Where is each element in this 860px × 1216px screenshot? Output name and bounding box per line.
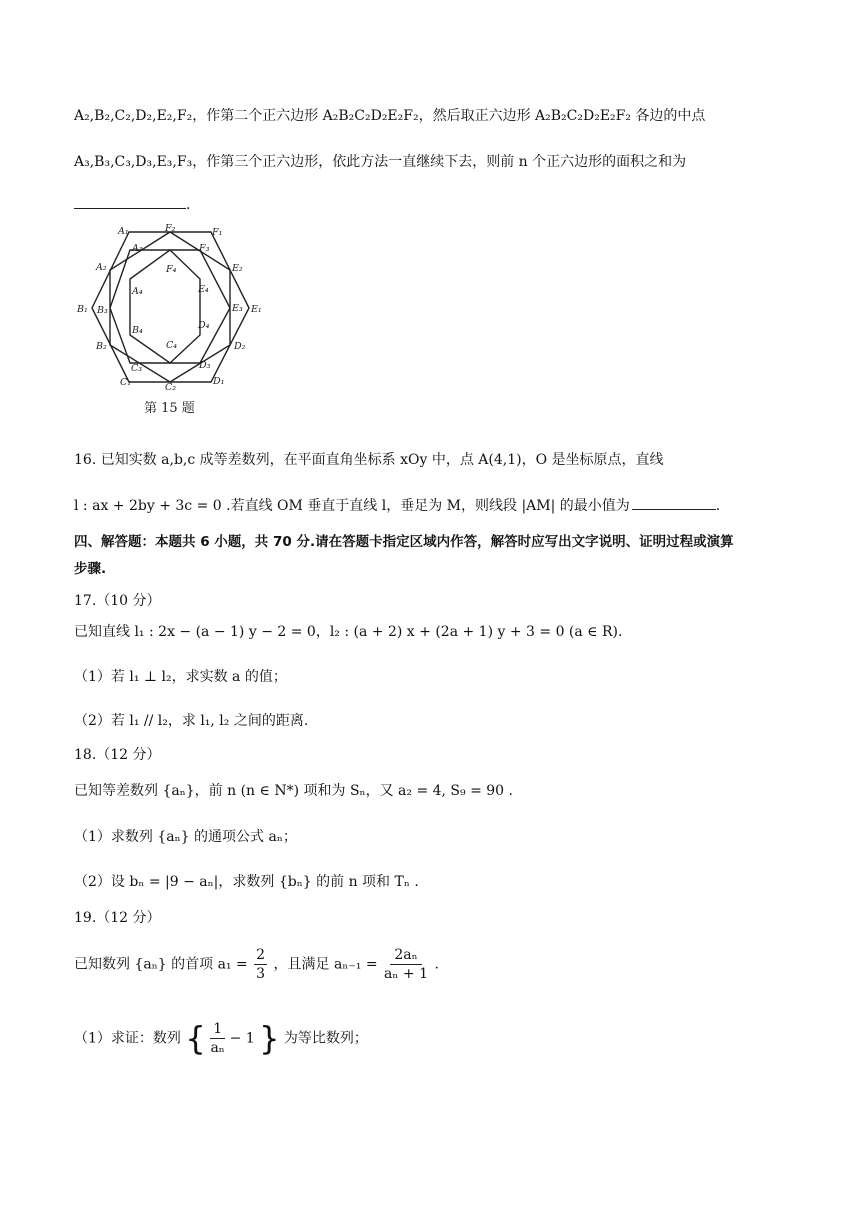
q19-stem-a: 已知数列 {aₙ} 的首项 a₁ =: [74, 956, 248, 973]
q19-stem: [74, 946, 439, 983]
frac-denominator: aₙ + 1: [384, 966, 428, 982]
section4-line1: 四、解答题：本题共 6 小题，共 70 分.请在答题卡指定区域内作答，解答时应写出文字说明、证明过程或演算: [74, 534, 734, 550]
label-B3: B₃: [97, 305, 108, 316]
q19-fraction-a1: [254, 946, 267, 983]
label-A1: A₁: [118, 226, 129, 237]
label-E4: E₄: [198, 284, 209, 295]
label-D4: D₄: [198, 320, 210, 331]
label-E2: E₂: [232, 263, 243, 274]
hexagon-figure: [74, 222, 274, 422]
q17-part2: （2）若 l₁ // l₂，求 l₁, l₂ 之间的距离.: [74, 713, 309, 729]
hexagon-4: [130, 250, 200, 363]
q19-part1-a: （1）求证：数列: [74, 1030, 181, 1047]
label-A3: A₃: [132, 243, 143, 254]
q15-end: .: [186, 197, 191, 213]
hexagon-1: [92, 232, 249, 382]
label-E3: E₃: [232, 303, 243, 314]
label-C4: C₄: [166, 340, 178, 351]
label-A4: A₄: [132, 286, 143, 297]
q19-part1-minus: − 1: [229, 1030, 255, 1047]
q18-stem: 已知等差数列 {aₙ}，前 n (n ∈ N*) 项和为 Sₙ，又 a₂ = 4, S₉ = 90 .: [74, 783, 513, 799]
frac-denominator: aₙ: [210, 1040, 225, 1056]
label-B1: B₁: [77, 304, 88, 315]
frac-numerator: 1: [210, 1020, 225, 1039]
q18-part1: （1）求数列 {aₙ} 的通项公式 aₙ；: [74, 829, 297, 845]
label-D1: D₁: [213, 376, 225, 387]
q19-part1-b: 为等比数列；: [283, 1030, 368, 1047]
q16-line2-text: l : ax + 2by + 3c = 0 .若直线 OM 垂直于直线 l，垂足为 M，则线段 |AM| 的最小值为: [74, 498, 630, 514]
q15-answer-line: [74, 194, 190, 215]
q16-end: .: [715, 498, 721, 514]
label-E1: E₁: [251, 304, 262, 315]
label-B2: B₂: [96, 341, 107, 352]
q17-part1: （1）若 l₁ ⊥ l₂，求实数 a 的值；: [74, 669, 287, 685]
section4-line2: 步骤.: [74, 561, 107, 577]
label-D3: D₃: [199, 360, 211, 371]
frac-denominator: 3: [256, 966, 266, 982]
label-C2: C₂: [165, 382, 177, 393]
q19-head: 19.（12 分）: [74, 910, 161, 926]
label-C3: C₃: [131, 363, 143, 374]
q15-line2: A₃,B₃,C₃,D₃,E₃,F₃，作第三个正六边形，依此方法一直继续下去，则前 n 个正六边形的面积之和为: [74, 154, 687, 170]
frac-numerator: 2: [256, 947, 266, 963]
brace-right: }: [259, 1019, 280, 1058]
label-D2: D₂: [234, 341, 246, 352]
label-F2: F₂: [165, 223, 176, 234]
q19-stem-end: .: [434, 956, 439, 973]
brace-left: {: [185, 1019, 206, 1058]
q16-line2: [74, 495, 720, 516]
q19-part1: [74, 1020, 368, 1057]
label-B4: B₄: [132, 325, 143, 336]
label-F4: F₄: [166, 264, 177, 275]
figure-caption: 第 15 题: [144, 401, 195, 416]
answer-blank: [632, 495, 716, 510]
q15-line1: A₂,B₂,C₂,D₂,E₂,F₂，作第二个正六边形 A₂B₂C₂D₂E₂F₂，然后取正六边形 A₂B₂C₂D₂E₂F₂ 各边的中点: [74, 108, 706, 124]
label-F1: F₁: [212, 227, 223, 238]
q18-part2: （2）设 bₙ = |9 − aₙ|，求数列 {bₙ} 的前 n 项和 Tₙ .: [74, 874, 419, 890]
label-C1: C₁: [120, 377, 132, 388]
answer-blank: [74, 194, 186, 209]
q18-head: 18.（12 分）: [74, 747, 161, 763]
q19-stem-b: ，且满足 aₙ₋₁ =: [273, 956, 378, 973]
q19-part1-fraction: [210, 1020, 225, 1057]
q16-line1: 16. 已知实数 a,b,c 成等差数列，在平面直角坐标系 xOy 中，点 A(4,1)，O 是坐标原点，直线: [74, 452, 664, 468]
q19-fraction-recurrence: [384, 946, 428, 983]
frac-numerator: 2aₙ: [390, 946, 421, 965]
q17-stem: 已知直线 l₁ : 2x − (a − 1) y − 2 = 0，l₂ : (a + 2) x + (2a + 1) y + 3 = 0 (a ∈ R).: [74, 624, 623, 640]
label-A2: A₂: [96, 262, 107, 273]
q17-head: 17.（10 分）: [74, 593, 161, 609]
label-F3: F₃: [199, 243, 210, 254]
